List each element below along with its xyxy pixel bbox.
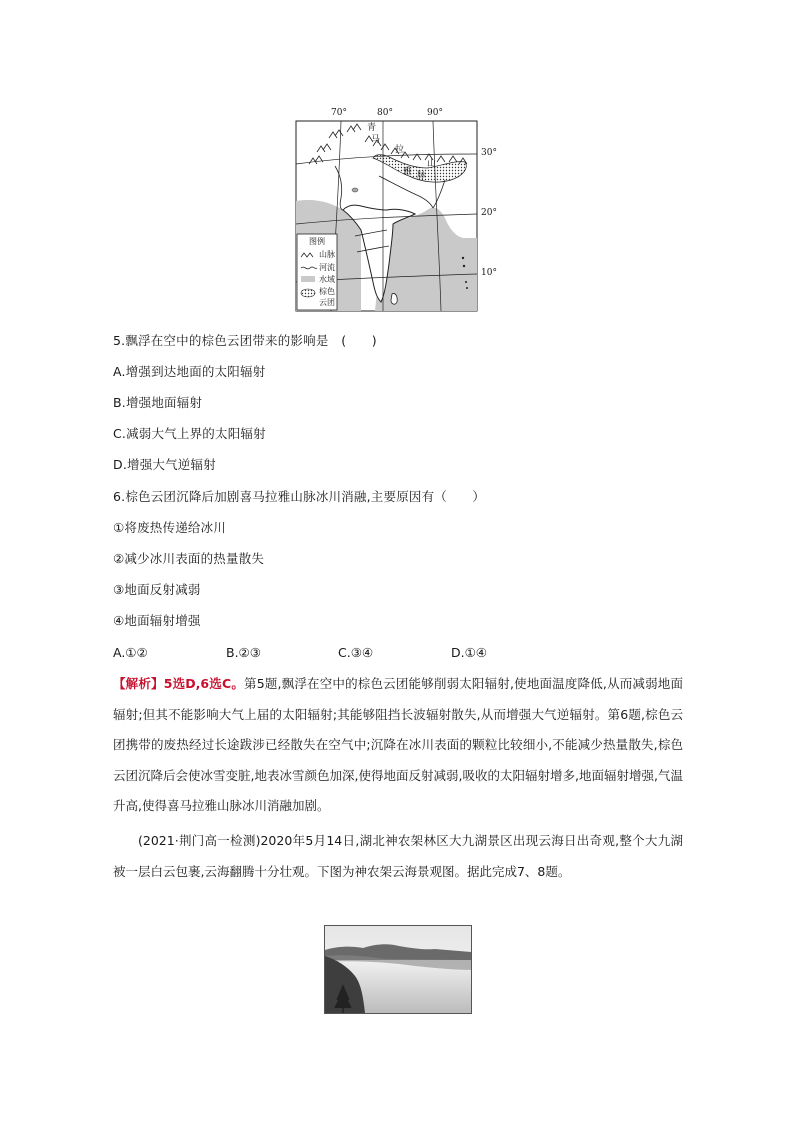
q6-item-1: ①将废热传递给冰川 — [113, 520, 227, 535]
intro-paragraph: (2021·荆门高一检测)2020年5月14日,湖北神农架林区大九湖景区出现云海日出奇观,整个大九湖被一层白云包裹,云海翻腾十分壮观。下图为神农架云海景观图。据此完成7、8题。 — [113, 833, 683, 879]
legend-cloud-icon — [301, 289, 315, 297]
place-char-mai: 脉 — [417, 171, 427, 181]
cloud-sea-photo — [324, 925, 472, 1014]
legend-item-brown: 棕色 — [319, 287, 335, 296]
q6-choice-a: A.①② — [113, 645, 148, 660]
q6-stem: 6.棕色云团沉降后加剧喜马拉雅山脉冰川消融,主要原因有（ ） — [113, 489, 486, 504]
island — [466, 287, 468, 289]
lon-label-90: 90° — [427, 108, 443, 118]
q5-option-c: C.减弱大气上界的太阳辐射 — [113, 426, 266, 441]
sri-lanka — [391, 293, 397, 304]
legend-item-cloud: 云团 — [319, 298, 335, 307]
q6-item-2: ②减少冰川表面的热量散失 — [113, 551, 265, 566]
q5-option-b: B.增强地面辐射 — [113, 395, 203, 410]
place-char-ma: 马 — [371, 135, 381, 145]
island — [465, 281, 467, 283]
lat-label-30: 30° — [481, 148, 497, 158]
analysis-paragraph — [113, 669, 683, 822]
q5-option-d: D.增强大气逆辐射 — [113, 457, 216, 472]
q6-choice-c: C.③④ — [338, 645, 374, 660]
legend-item-river: 河流 — [319, 263, 335, 272]
lat-label-10: 10° — [481, 268, 497, 278]
legend-item-water: 水域 — [319, 275, 335, 284]
q6-choice-b: B.②③ — [226, 645, 261, 660]
place-char-la: 拉 — [395, 145, 405, 155]
island — [463, 265, 465, 267]
lat-label-20: 20° — [481, 208, 497, 218]
analysis-answer: 5选D,6选C。 — [163, 676, 245, 691]
q6-item-4: ④地面辐射增强 — [113, 613, 201, 628]
lon-label-80: 80° — [377, 108, 393, 118]
island — [462, 257, 464, 259]
place-char-qing: 青 — [367, 123, 377, 133]
q5-stem: 5.飘浮在空中的棕色云团带来的影响是 ( ) — [113, 333, 377, 348]
legend-item-mountain: 山脉 — [319, 250, 335, 259]
analysis-body: 第5题,飘浮在空中的棕色云团能够削弱太阳辐射,使地面温度降低,从而减弱地面辐射;但其不能影响大气上届的太阳辐射;其能够阻挡长波辐射散失,从而增强大气逆辐射。第6题,棕色云团携带的废热经过长途跋涉已经散失在空气中;沉降在冰川表面的颗粒比较细小,不能减少热量散失,棕色云团沉降后会使冰雪变脏,地表冰雪颜色加深,使得地面反射减弱,吸收的太阳辐射增多,地面辐射增强,气温升高,使得喜马拉雅山脉冰川消融加剧。 — [113, 676, 683, 813]
q5-option-a: A.增强到达地面的太阳辐射 — [113, 364, 266, 379]
legend-title: 图例 — [309, 237, 325, 246]
place-char-shan: 山 — [427, 159, 437, 169]
cloud-sea-svg — [325, 926, 471, 1013]
legend-water-icon — [301, 276, 315, 282]
place-char-ya: 雅 — [403, 167, 413, 177]
q6-item-3: ③地面反射减弱 — [113, 582, 201, 597]
lon-label-70: 70° — [331, 108, 347, 118]
south-asia-map — [295, 106, 497, 312]
lake — [352, 188, 358, 192]
q6-choice-d: D.①④ — [451, 645, 488, 660]
analysis-tag: 【解析】 — [113, 676, 164, 691]
